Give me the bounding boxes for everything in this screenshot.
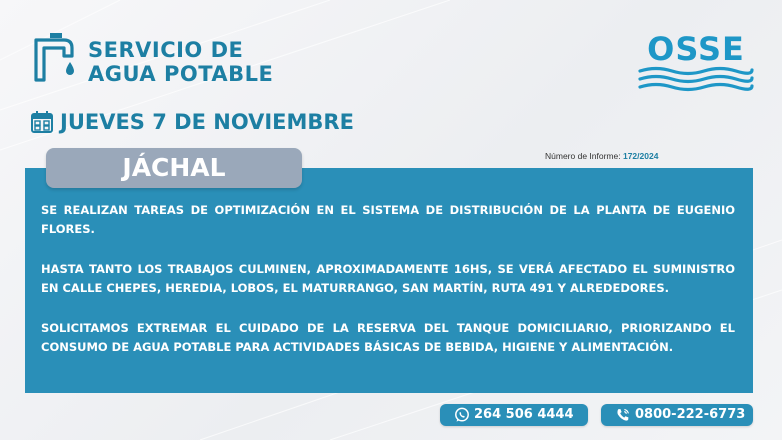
- phone-number: 0800-222-6773: [635, 407, 746, 422]
- report-value: 172/2024: [622, 151, 659, 161]
- location-name: JÁCHAL: [122, 153, 226, 182]
- service-title-line1: SERVICIO DE: [88, 38, 244, 62]
- report-number: [545, 151, 658, 161]
- logo-waves: [636, 66, 756, 92]
- calendar-icon: [30, 110, 54, 134]
- date-title: JUEVES 7 DE NOVIEMBRE: [60, 110, 354, 134]
- water-tap-icon: [30, 30, 84, 84]
- notice-paragraph-2: HASTA TANTO LOS TRABAJOS CULMINEN, APROXIMADAMENTE 16HS, SE VERÁ AFECTADO EL SUMINISTRO EN CALLE CHEPES, HEREDIA, LOBOS, EL MATURRANGO, SAN MARTÍN, RUTA 491 Y ALREDEDORES.: [41, 262, 735, 295]
- notice-paragraph-1: SE REALIZAN TAREAS DE OPTIMIZACIÓN EN EL SISTEMA DE DISTRIBUCIÓN DE LA PLANTA DE EUGENIO FLORES.: [41, 203, 735, 236]
- osse-logo: [636, 32, 756, 94]
- notice-paragraph-3: SOLICITAMOS EXTREMAR EL CUIDADO DE LA RESERVA DEL TANQUE DOMICILIARIO, PRIORIZANDO EL CONSUMO DE AGUA POTABLE PARA ACTIVIDADES BÁSICAS DE BEBIDA, HIGIENE Y ALIMENTACIÓN.: [41, 321, 735, 354]
- location-tab: [46, 148, 302, 188]
- whatsapp-number: 264 506 4444: [474, 407, 574, 422]
- service-title: [88, 38, 273, 86]
- whatsapp-contact[interactable]: [440, 404, 588, 426]
- report-label: Número de Informe:: [545, 151, 621, 161]
- whatsapp-icon: [454, 407, 470, 423]
- logo-text: OSSE: [647, 30, 745, 68]
- phone-icon: [615, 407, 631, 423]
- phone-contact[interactable]: [601, 404, 753, 426]
- service-title-line2: AGUA POTABLE: [88, 62, 274, 86]
